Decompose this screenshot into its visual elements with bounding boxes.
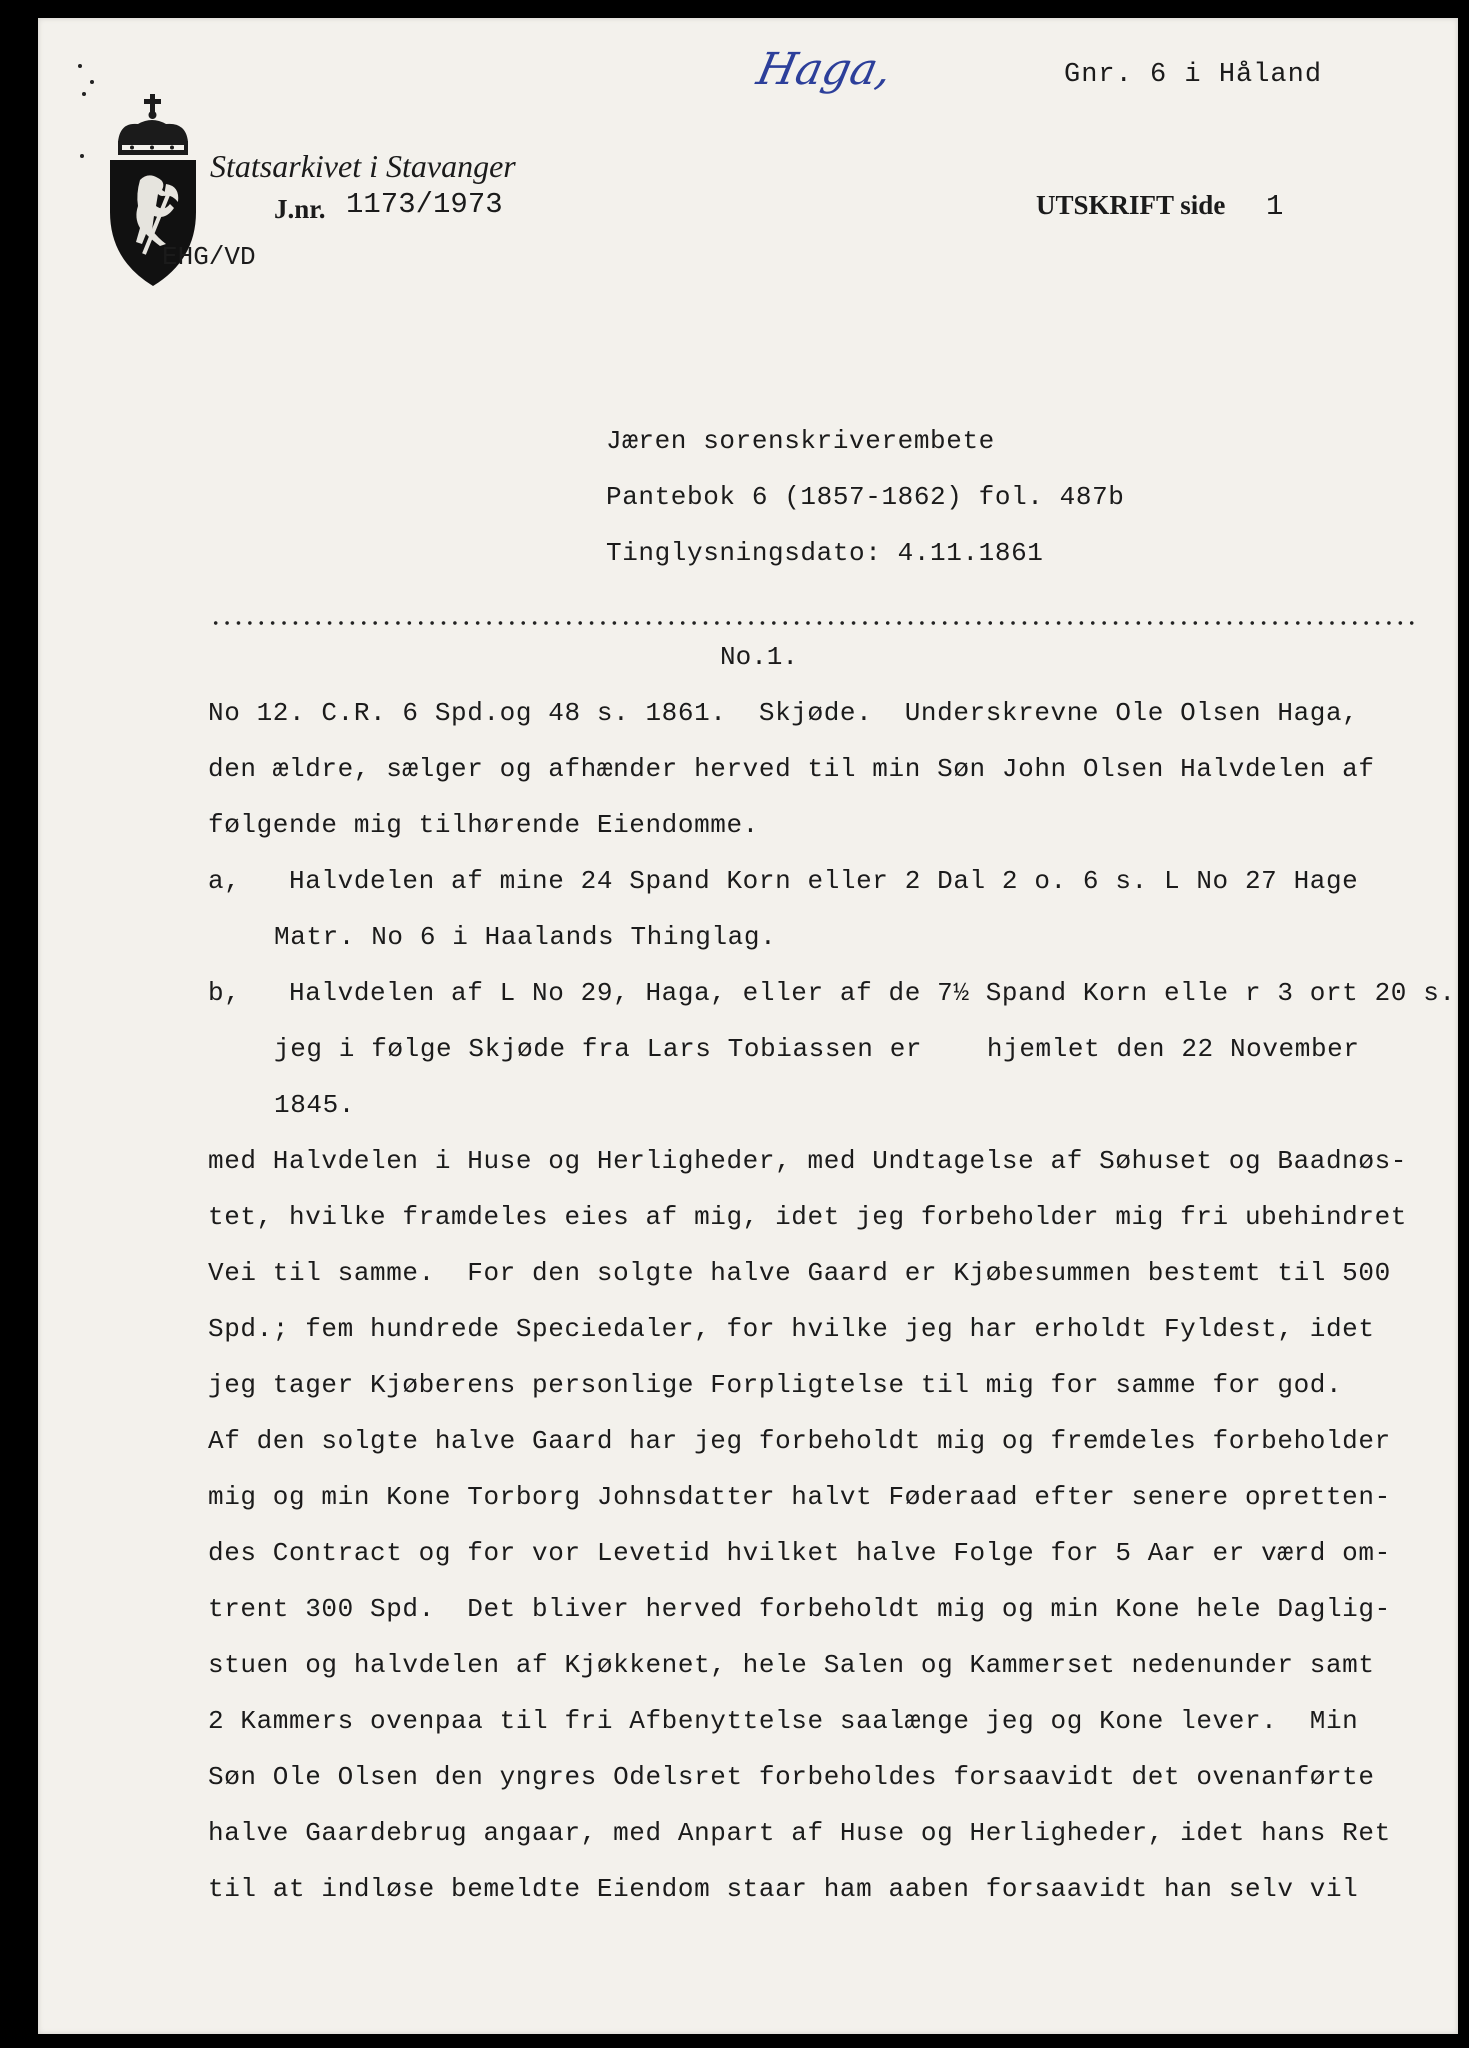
- document-page: [38, 18, 1458, 2034]
- mortgage-book: Pantebok 6 (1857-1862) fol. 487b: [606, 482, 1125, 512]
- journal-number-label: J.nr.: [274, 194, 326, 224]
- farm-number: Gnr. 6 i Håland: [1064, 60, 1323, 90]
- text-line: til at indløse bemeldte Eiendom staar ham aaben forsaavidt han selv vil: [208, 1874, 1359, 1904]
- text-line: trent 300 Spd. Det bliver herved forbeholdt mig og min Kone hele Daglig-: [208, 1594, 1391, 1624]
- text-line: des Contract og for vor Levetid hvilket halve Folge for 5 Aar er værd om-: [208, 1538, 1391, 1568]
- journal-number-value: 1173/1973: [346, 188, 503, 221]
- court-office: Jæren sorenskriverembete: [606, 426, 995, 456]
- speck: [90, 80, 94, 84]
- text-line: jeg i følge Skjøde fra Lars Tobiassen er hjemlet den 22 November: [274, 1034, 1360, 1064]
- transcript-label: UTSKRIFT side: [1036, 190, 1226, 220]
- registration-date: Tinglysningsdato: 4.11.1861: [606, 538, 1044, 568]
- speck: [82, 92, 86, 96]
- text-line: jeg tager Kjøberens personlige Forpligtelse til mig for samme for god.: [208, 1370, 1343, 1400]
- text-line: Matr. No 6 i Haalands Thinglag.: [274, 922, 777, 952]
- archive-name: Statsarkivet i Stavanger: [210, 148, 516, 184]
- page-number: 1: [1266, 190, 1284, 223]
- text-line: den ældre, sælger og afhænder herved til min Søn John Olsen Halvdelen af: [208, 754, 1375, 784]
- document-number: No.1.: [720, 642, 799, 672]
- text-line: a, Halvdelen af mine 24 Spand Korn eller 2 Dal 2 o. 6 s. L No 27 Hage: [208, 866, 1359, 896]
- text-line: stuen og halvdelen af Kjøkkenet, hele Salen og Kammerset nedenunder samt: [208, 1650, 1375, 1680]
- text-line: Søn Ole Olsen den yngres Odelsret forbeholdes forsaavidt det ovenanførte: [208, 1762, 1375, 1792]
- speck: [78, 64, 82, 68]
- text-line: 1845.: [274, 1090, 356, 1120]
- dotted-separator: [210, 620, 1420, 626]
- text-line: b, Halvdelen af L No 29, Haga, eller af de 7½ Spand Korn elle r 3 ort 20 s.: [208, 978, 1456, 1008]
- speck: [80, 154, 84, 158]
- text-line: halve Gaardebrug angaar, med Anpart af Huse og Herligheder, idet hans Ret: [208, 1818, 1391, 1848]
- text-line: tet, hvilke framdeles eies af mig, idet jeg forbeholder mig fri ubehindret: [208, 1202, 1407, 1232]
- text-line: 2 Kammers ovenpaa til fri Afbenyttelse saalænge jeg og Kone lever. Min: [208, 1706, 1359, 1736]
- text-line: mig og min Kone Torborg Johnsdatter halvt Føderaad efter senere opretten-: [208, 1482, 1391, 1512]
- text-line: No 12. C.R. 6 Spd.og 48 s. 1861. Skjøde. Underskrevne Ole Olsen Haga,: [208, 698, 1359, 728]
- text-line: Af den solgte halve Gaard har jeg forbeholdt mig og fremdeles forbeholder: [208, 1426, 1391, 1456]
- initials: EHG/VD: [162, 242, 256, 272]
- text-line: Vei til samme. For den solgte halve Gaard er Kjøbesummen bestemt til 500: [208, 1258, 1391, 1288]
- text-line: følgende mig tilhørende Eiendomme.: [208, 810, 759, 840]
- handwritten-farm-name: Haga,: [752, 44, 897, 95]
- text-line: Spd.; fem hundrede Speciedaler, for hvilke jeg har erholdt Fyldest, idet: [208, 1314, 1375, 1344]
- text-line: med Halvdelen i Huse og Herligheder, med Undtagelse af Søhuset og Baadnøs-: [208, 1146, 1407, 1176]
